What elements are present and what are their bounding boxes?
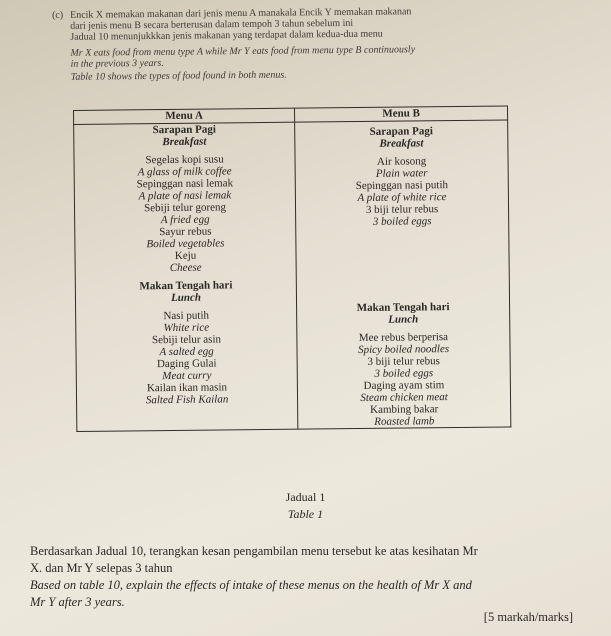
marks-label: [5 markah/marks]: [483, 610, 573, 624]
menu-a-item-en: A fried egg: [160, 213, 210, 227]
intro-malay-line-2: dari jenis menu B secara berterusan dalam tempoh 3 tahun sebelum ini: [70, 17, 354, 32]
question-malay-line-2: X. dan Mr Y selepas 3 tahun: [30, 561, 173, 575]
menu-a-item-en: A glass of milk coffee: [137, 165, 232, 179]
menu-b-item: Mee rebus berperisa: [358, 331, 449, 345]
menu-b-item: 3 biji telur rebus: [365, 203, 439, 216]
menu-b-lunch-title: Makan Tengah hari: [356, 301, 450, 315]
menu-a-item-en: Meat curry: [162, 369, 212, 383]
menu-b-item-en: Plain water: [375, 167, 428, 180]
menu-b-breakfast-title-en: Breakfast: [379, 137, 424, 150]
menu-b-item: Kambing bakar: [370, 403, 439, 416]
intro-malay-line-3: Jadual 10 menunjukkkan jenis makanan yang terdapat dalam kedua-dua menu: [70, 28, 383, 43]
menu-a-item: Sayur rebus: [159, 225, 212, 239]
table-caption-english: Table 1: [287, 507, 324, 521]
menu-b-breakfast-title: Sarapan Pagi: [369, 125, 433, 138]
question-english-line-1: Based on table 10, explain the effects of intake of these menus on the health of Mr X and: [30, 578, 472, 592]
table-caption-malay: Jadual 1: [285, 490, 326, 504]
menu-b-item: Daging ayam stim: [363, 379, 445, 392]
menu-a-item-en: Boiled vegetables: [146, 237, 225, 251]
menu-a-breakfast-title-en: Breakfast: [162, 135, 207, 149]
menu-b-item-en: 3 boiled eggs: [374, 367, 434, 380]
menu-b-header: Menu B: [295, 106, 508, 122]
menu-a-item-en: White rice: [163, 321, 210, 335]
menu-a-item: Segelas kopi susu: [145, 153, 224, 167]
menu-b-item: Air kosong: [376, 155, 427, 168]
menu-a-item: Nasi putih: [163, 309, 210, 323]
menu-b-item-en: Roasted lamb: [374, 415, 435, 428]
menu-a-item: Kailan ikan masin: [146, 381, 228, 395]
intro-english-line-1: Mr X eats food from menu type A while Mr Y eats food from menu type B continuously: [70, 44, 416, 59]
menu-b-item-en: A plate of white rice: [357, 191, 447, 205]
menu-b-item: 3 biji telur rebus: [367, 355, 440, 368]
menu-a-item: Sebiji telur goreng: [144, 201, 227, 215]
menu-b-item: Sepinggan nasi putih: [355, 179, 449, 193]
menu-a-item-en: Salted Fish Kailan: [145, 393, 229, 407]
menu-a-lunch-title-en: Lunch: [170, 291, 202, 304]
menu-a-header: Menu A: [74, 108, 295, 124]
menu-a-item-en: Cheese: [169, 261, 202, 274]
menu-a-item: Keju: [174, 249, 197, 262]
question-malay-line-1: Berdasarkan Jadual 10, terangkan kesan pengambilan menu tersebut ke atas kesihatan Mr: [30, 544, 478, 558]
menu-b-lunch-title-en: Lunch: [388, 313, 419, 326]
question-english-line-2: Mr Y after 3 years.: [30, 595, 125, 609]
question-label: (c): [52, 9, 64, 21]
menu-table: [73, 105, 511, 432]
menu-b-item-en: Spicy boiled noodles: [357, 343, 450, 357]
question-intro: [52, 5, 573, 83]
menu-a-lunch-title: Makan Tengah hari: [139, 279, 233, 293]
menu-b-item-en: 3 boiled eggs: [372, 215, 432, 228]
menu-a-item: Sepinggan nasi lemak: [136, 177, 234, 191]
intro-english-line-2: in the previous 3 years.: [70, 57, 164, 70]
menu-a-breakfast-title: Sarapan Pagi: [152, 123, 216, 137]
intro-english-line-3: Table 10 shows the types of food found in both menus.: [70, 69, 287, 83]
menu-a-item-en: A salted egg: [159, 345, 214, 359]
menu-a-breakfast-cell: [74, 122, 298, 431]
menu-b-cell: [295, 120, 511, 429]
intro-malay-line-1: Encik X memakan makanan dari jenis menu A manakala Encik Y memakan makanan: [69, 6, 412, 21]
menu-b-item-en: Steam chicken meat: [360, 391, 448, 405]
menu-a-item-en: A plate of nasi lemak: [138, 189, 232, 203]
menu-a-item: Daging Gulai: [156, 357, 217, 371]
menu-a-item: Sebiji telur asin: [151, 333, 222, 347]
